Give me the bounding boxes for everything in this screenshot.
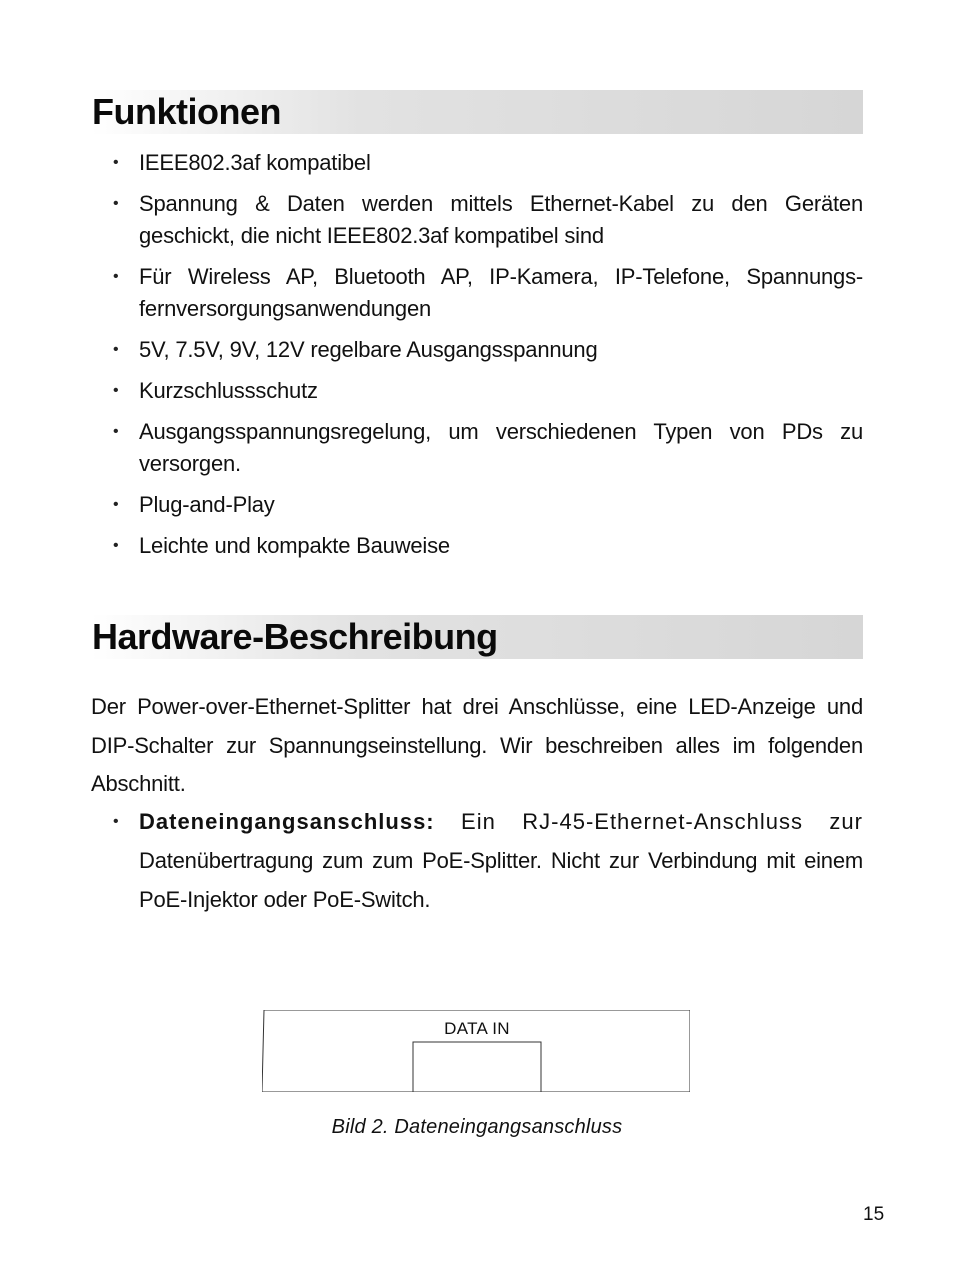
rj45-port xyxy=(413,1042,541,1092)
list-item: • Kurzschlussschutz xyxy=(113,375,863,407)
list-item: • Spannung & Daten werden mittels Ethernet-Kabel zu den Geräten geschickt, die nicht IEEE802.3af kompatibel sind xyxy=(113,188,863,252)
list-item: • Plug-and-Play xyxy=(113,489,863,521)
list-item: • 5V, 7.5V, 9V, 12V regelbare Ausgangsspannung xyxy=(113,334,863,366)
list-item: • Ausgangsspannungsregelung, um verschiedenen Typen von PDs zu versorgen. xyxy=(113,416,863,480)
term-label: Dateneingangsanschluss: xyxy=(139,809,435,834)
list-item xyxy=(113,802,863,919)
page-number: 15 xyxy=(863,1204,885,1225)
figure-caption: Bild 2. Dateneingangsanschluss xyxy=(331,1116,623,1138)
features-list xyxy=(113,147,863,571)
section-heading-funktionen: Funktionen xyxy=(91,90,863,134)
list-item: • Für Wireless AP, Bluetooth AP, IP-Kamera, IP-Telefone, Spannungs-fernversorgungsanwendungen xyxy=(113,261,863,325)
term-description: Datenübertragung zum zum PoE-Splitter. Nicht zur Verbindung mit einem PoE-Injektor oder PoE-Switch. xyxy=(139,848,863,912)
list-item: • IEEE802.3af kompatibel xyxy=(113,147,863,179)
hardware-intro-paragraph: Der Power-over-Ethernet-Splitter hat drei Anschlüsse, eine LED-Anzeige und DIP-Schalter zur Spannungseinstellung. Wir beschreiben alles im folgenden Abschnitt. xyxy=(91,694,863,796)
list-item: • Leichte und kompakte Bauweise xyxy=(113,530,863,562)
hardware-list xyxy=(113,802,863,919)
port-label: DATA IN xyxy=(444,1019,510,1038)
term-description-start: Ein RJ-45-Ethernet-Anschluss zur xyxy=(434,809,863,834)
section-heading-hardware: Hardware-Beschreibung xyxy=(91,615,863,659)
